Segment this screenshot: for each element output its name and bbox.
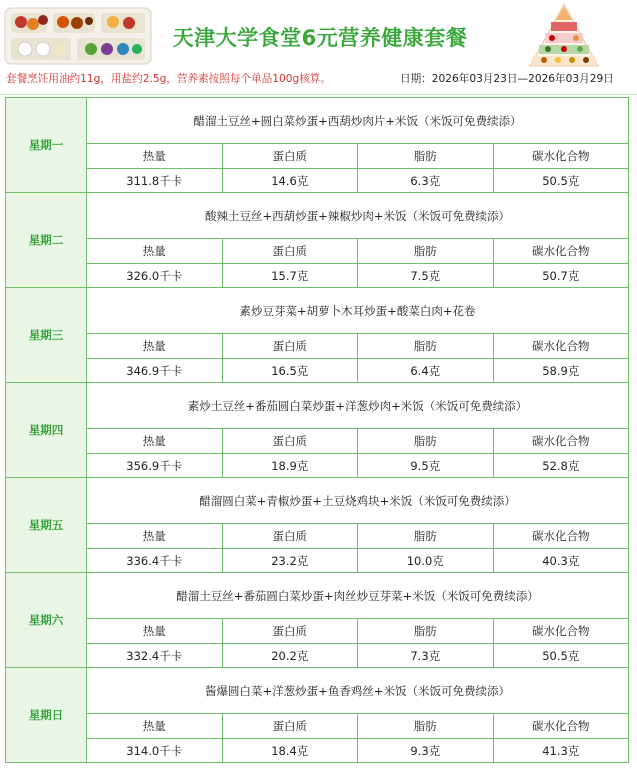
meal-description: 酸辣土豆丝+西葫炒蛋+辣椒炒肉+米饭（米饭可免费续添） — [87, 193, 629, 239]
calories-label: 热量 — [87, 619, 223, 644]
carbs-value: 40.3克 — [493, 549, 629, 573]
day-label: 星期六 — [6, 573, 87, 668]
protein-label: 蛋白质 — [222, 144, 358, 169]
protein-label: 蛋白质 — [222, 334, 358, 359]
weekly-menu-table — [5, 97, 629, 763]
protein-value: 20.2克 — [222, 644, 358, 668]
carbs-value: 50.7克 — [493, 264, 629, 288]
protein-value: 18.4克 — [222, 739, 358, 763]
fat-label: 脂肪 — [358, 524, 494, 549]
protein-label: 蛋白质 — [222, 524, 358, 549]
carbs-label: 碳水化合物 — [493, 429, 629, 454]
protein-value: 16.5克 — [222, 359, 358, 383]
fat-value: 6.4克 — [358, 359, 494, 383]
day-label: 星期三 — [6, 288, 87, 383]
protein-value: 15.7克 — [222, 264, 358, 288]
protein-label: 蛋白质 — [222, 239, 358, 264]
carbs-label: 碳水化合物 — [493, 619, 629, 644]
nutrient-value-row — [6, 454, 629, 478]
cooking-note: 套餐烹饪用油约11g，用盐约2.5g，营养素按照每个单品100g核算。 — [6, 73, 331, 85]
carbs-label: 碳水化合物 — [493, 524, 629, 549]
nutrient-value-row — [6, 169, 629, 193]
carbs-label: 碳水化合物 — [493, 334, 629, 359]
calories-value: 356.9千卡 — [87, 454, 223, 478]
nutrient-value-row — [6, 359, 629, 383]
nutrient-value-row — [6, 739, 629, 763]
calories-label: 热量 — [87, 429, 223, 454]
date-range: 日期：2026年03月23日—2026年03月29日 — [400, 73, 614, 85]
calories-value: 314.0千卡 — [87, 739, 223, 763]
fat-value: 10.0克 — [358, 549, 494, 573]
meal-description: 酱爆圆白菜+洋葱炒蛋+鱼香鸡丝+米饭（米饭可免费续添） — [87, 668, 629, 714]
meal-description: 素炒土豆丝+番茄圆白菜炒蛋+洋葱炒肉+米饭（米饭可免费续添） — [87, 383, 629, 429]
calories-value: 326.0千卡 — [87, 264, 223, 288]
food-tray-illustration — [3, 4, 153, 66]
carbs-value: 41.3克 — [493, 739, 629, 763]
meal-row — [6, 383, 629, 429]
carbs-label: 碳水化合物 — [493, 144, 629, 169]
meal-row — [6, 288, 629, 334]
protein-value: 18.9克 — [222, 454, 358, 478]
calories-label: 热量 — [87, 714, 223, 739]
protein-value: 23.2克 — [222, 549, 358, 573]
meal-row — [6, 98, 629, 144]
protein-label: 蛋白质 — [222, 429, 358, 454]
fat-label: 脂肪 — [358, 239, 494, 264]
food-pyramid-illustration — [528, 2, 600, 68]
nutrient-label-row — [6, 619, 629, 644]
calories-value: 346.9千卡 — [87, 359, 223, 383]
fat-value: 7.5克 — [358, 264, 494, 288]
day-label: 星期日 — [6, 668, 87, 763]
meal-row — [6, 668, 629, 714]
fat-value: 7.3克 — [358, 644, 494, 668]
protein-label: 蛋白质 — [222, 714, 358, 739]
calories-label: 热量 — [87, 239, 223, 264]
calories-label: 热量 — [87, 144, 223, 169]
calories-value: 332.4千卡 — [87, 644, 223, 668]
fat-value: 6.3克 — [358, 169, 494, 193]
carbs-label: 碳水化合物 — [493, 714, 629, 739]
nutrient-label-row — [6, 429, 629, 454]
nutrient-value-row — [6, 264, 629, 288]
meal-description: 醋溜土豆丝+番茄圆白菜炒蛋+肉丝炒豆芽菜+米饭（米饭可免费续添） — [87, 573, 629, 619]
menu-body — [6, 98, 629, 763]
day-label: 星期一 — [6, 98, 87, 193]
meal-row — [6, 478, 629, 524]
nutrient-label-row — [6, 714, 629, 739]
fat-label: 脂肪 — [358, 144, 494, 169]
meal-row — [6, 193, 629, 239]
page-title: 天津大学食堂6元营养健康套餐 — [172, 26, 468, 50]
nutrient-value-row — [6, 549, 629, 573]
calories-label: 热量 — [87, 524, 223, 549]
nutrient-value-row — [6, 644, 629, 668]
fat-label: 脂肪 — [358, 429, 494, 454]
carbs-value: 50.5克 — [493, 169, 629, 193]
carbs-label: 碳水化合物 — [493, 239, 629, 264]
carbs-value: 50.5克 — [493, 644, 629, 668]
header — [0, 0, 637, 95]
fat-value: 9.3克 — [358, 739, 494, 763]
calories-label: 热量 — [87, 334, 223, 359]
carbs-value: 52.8克 — [493, 454, 629, 478]
fat-value: 9.5克 — [358, 454, 494, 478]
meal-description: 素炒豆芽菜+胡萝卜木耳炒蛋+酸菜白肉+花卷 — [87, 288, 629, 334]
meal-description: 醋溜土豆丝+圆白菜炒蛋+西葫炒肉片+米饭（米饭可免费续添） — [87, 98, 629, 144]
fat-label: 脂肪 — [358, 619, 494, 644]
calories-value: 336.4千卡 — [87, 549, 223, 573]
nutrient-label-row — [6, 144, 629, 169]
meal-row — [6, 573, 629, 619]
fat-label: 脂肪 — [358, 334, 494, 359]
carbs-value: 58.9克 — [493, 359, 629, 383]
day-label: 星期四 — [6, 383, 87, 478]
protein-value: 14.6克 — [222, 169, 358, 193]
meal-description: 醋溜圆白菜+青椒炒蛋+土豆烧鸡块+米饭（米饭可免费续添） — [87, 478, 629, 524]
day-label: 星期五 — [6, 478, 87, 573]
fat-label: 脂肪 — [358, 714, 494, 739]
nutrient-label-row — [6, 239, 629, 264]
calories-value: 311.8千卡 — [87, 169, 223, 193]
protein-label: 蛋白质 — [222, 619, 358, 644]
nutrient-label-row — [6, 334, 629, 359]
day-label: 星期二 — [6, 193, 87, 288]
nutrient-label-row — [6, 524, 629, 549]
